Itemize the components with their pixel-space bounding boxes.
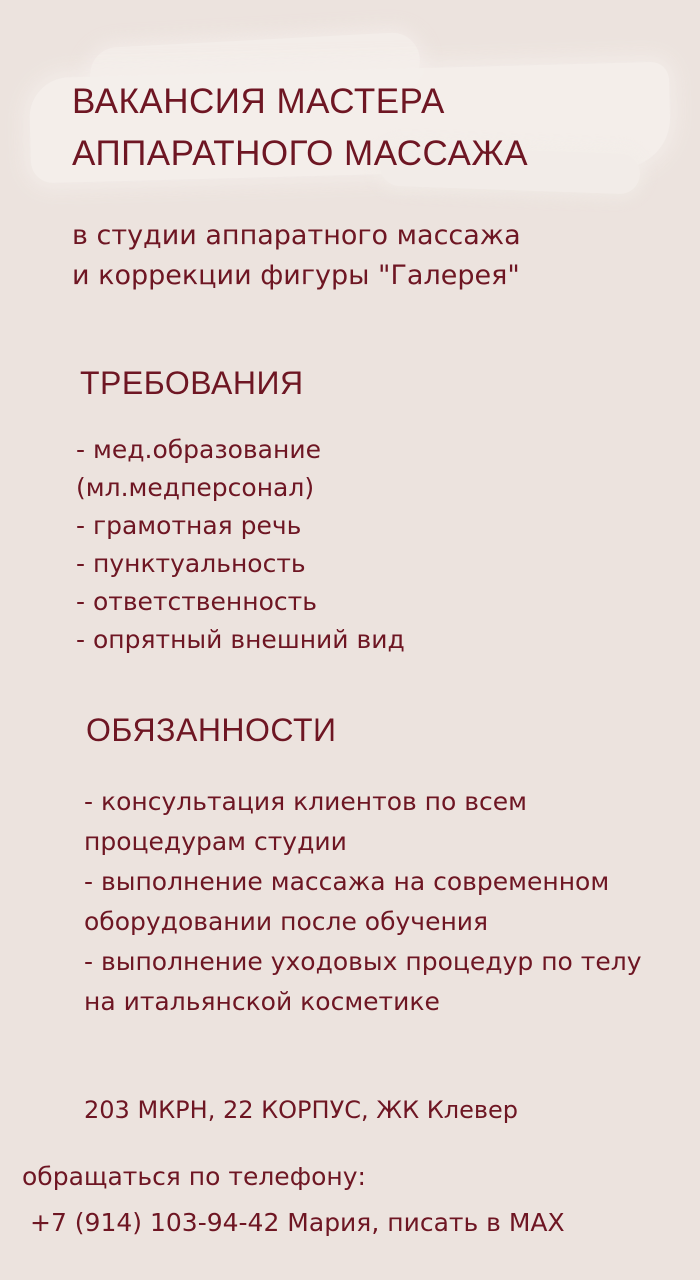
list-item: - выполнение массажа на современном оборудовании после обучения	[84, 867, 610, 936]
list-item: - грамотная речь	[76, 511, 302, 540]
list-item: - выполнение уходовых процедур по телу на итальянской косметике	[84, 947, 642, 1016]
list-item: - мед.образование	[76, 435, 321, 464]
subtitle-line: и коррекции фигуры "Галерея"	[72, 260, 520, 291]
duties-heading: ОБЯЗАННОСТИ	[86, 712, 337, 748]
title-line: АППАРАТНОГО МАССАЖА	[72, 134, 529, 173]
duties-list	[84, 782, 664, 1022]
list-item: - ответственность	[76, 587, 317, 616]
phone-number: +7 (914) 103-94-42 Мария, писать в MAX	[30, 1208, 565, 1237]
vacancy-title	[72, 76, 528, 180]
list-item: - консультация клиентов по всем процедурам студии	[84, 787, 527, 856]
list-item: - опрятный внешний вид	[76, 625, 405, 654]
contact-info	[22, 1154, 565, 1246]
contact-label: обращаться по телефону:	[22, 1162, 366, 1191]
requirements-list	[76, 431, 405, 659]
studio-address: 203 МКРН, 22 КОРПУС, ЖК Клевер	[84, 1096, 519, 1124]
list-item: - пунктуальность	[76, 549, 306, 578]
list-item: (мл.медперсонал)	[76, 473, 315, 502]
studio-subtitle	[72, 216, 521, 296]
requirements-heading: ТРЕБОВАНИЯ	[80, 365, 304, 401]
title-line: ВАКАНСИЯ МАСТЕРА	[72, 82, 445, 121]
subtitle-line: в студии аппаратного массажа	[72, 220, 521, 251]
